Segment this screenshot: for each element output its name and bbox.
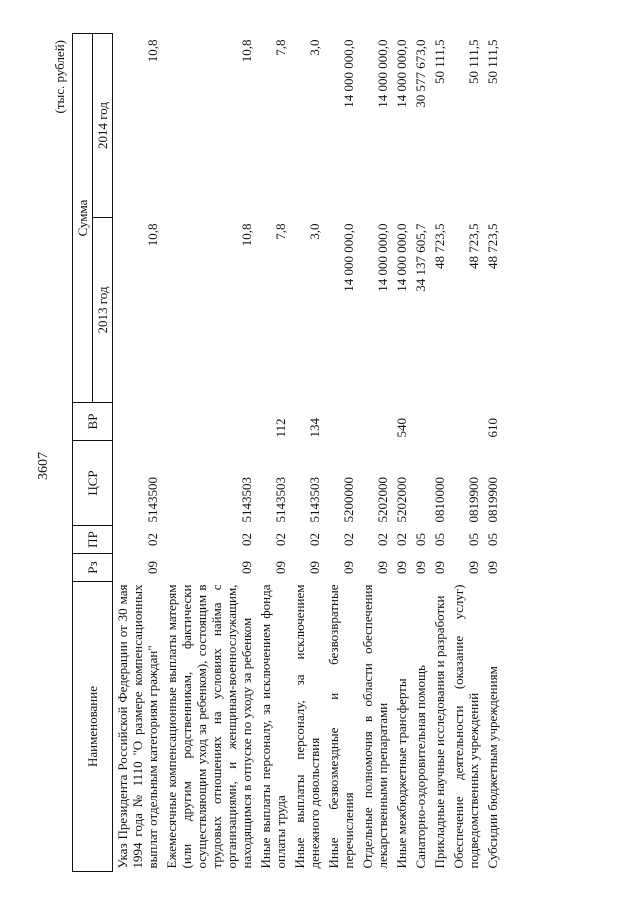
row-vr: 112 <box>273 418 288 438</box>
row-value-2014: 50 111,5 <box>432 39 447 85</box>
row-value-2014: 10,8 <box>239 39 254 63</box>
row-csr: 5143500 <box>145 477 160 523</box>
header-pr: ПР <box>73 526 113 554</box>
row-value-2013: 3,0 <box>307 223 322 240</box>
table-row <box>113 34 163 872</box>
row-value-2013: 7,8 <box>273 223 288 240</box>
row-rz: 09 <box>307 561 322 574</box>
row-csr: 5143503 <box>307 477 322 523</box>
row-pr: 05 <box>432 533 447 546</box>
row-vr <box>358 403 392 441</box>
row-csr: 0819900 <box>485 477 500 523</box>
row-pr: 02 <box>375 533 390 546</box>
row-vr: 610 <box>485 418 500 438</box>
row-pr: 02 <box>239 533 254 546</box>
row-csr: 5200000 <box>341 477 356 523</box>
row-csr: 5202000 <box>394 477 409 523</box>
row-value-2014: 14 000 000,0 <box>375 39 390 108</box>
row-value-2013: 48 723,5 <box>432 223 447 269</box>
row-value-2014: 3,0 <box>307 39 322 56</box>
row-csr: 5202000 <box>375 477 390 523</box>
row-value-2013: 34 137 605,7 <box>413 223 428 292</box>
units-label: (тыс. рублей) <box>52 40 67 114</box>
row-value-2014: 50 111,5 <box>485 39 500 85</box>
row-vr <box>113 403 163 441</box>
row-rz: 09 <box>432 561 447 574</box>
row-value-2013: 48 723,5 <box>466 223 481 269</box>
row-name: Субсидии бюджетным учреждениям <box>485 666 500 869</box>
row-pr: 02 <box>341 533 356 546</box>
header-row <box>73 34 93 872</box>
row-vr: 540 <box>394 418 409 438</box>
table-row <box>392 34 411 872</box>
budget-table <box>72 33 502 872</box>
header-csr: ЦСР <box>73 441 113 526</box>
row-csr: 0810000 <box>432 477 447 523</box>
row-rz: 09 <box>375 561 390 574</box>
row-csr: 5143503 <box>239 477 254 523</box>
row-rz: 09 <box>341 561 356 574</box>
header-2014: 2014 год <box>93 34 113 218</box>
row-pr: 05 <box>466 533 481 546</box>
row-rz: 09 <box>273 561 288 574</box>
row-pr: 05 <box>413 533 428 546</box>
page-number: 3607 <box>36 452 51 480</box>
rotated-page-content <box>30 34 578 872</box>
row-csr <box>411 441 430 526</box>
row-name: Обеспечение деятельности (оказание услуг) подведомственных учреждений <box>451 584 481 869</box>
row-name: Ежемесячные компенсационные выплаты матерям (или другим родственникам, фактически осуществляющим уход за ребенком), состоящим в трудовых отношениях на условиях найма с организациями, и женщинам-военнослужащим, находящимся в отпуске по уходу за ребенком <box>164 584 254 869</box>
row-name: Отдельные полномочия в области обеспечения лекарственными препаратами <box>360 584 390 869</box>
row-rz: 09 <box>413 561 428 574</box>
row-value-2013: 10,8 <box>239 223 254 247</box>
row-rz: 09 <box>145 561 160 574</box>
row-value-2013: 48 723,5 <box>485 223 500 269</box>
row-value-2013: 14 000 000,0 <box>394 223 409 292</box>
table-row <box>290 34 324 872</box>
row-name: Указ Президента Российской Федерации от 30 мая 1994 года № 1110 "О размере компенсационных выплат отдельным категориям граждан" <box>115 584 160 869</box>
row-vr <box>430 403 449 441</box>
row-vr <box>411 403 430 441</box>
row-pr: 02 <box>394 533 409 546</box>
row-name: Санаторно-оздоровительная помощь <box>413 665 428 869</box>
row-csr: 0819900 <box>466 477 481 523</box>
row-value-2014: 50 111,5 <box>466 39 481 85</box>
row-pr: 02 <box>273 533 288 546</box>
table-row <box>162 34 256 872</box>
table-row <box>483 34 502 872</box>
row-csr: 5143503 <box>273 477 288 523</box>
header-vr: ВР <box>73 403 113 441</box>
row-rz: 09 <box>394 561 409 574</box>
row-name: Иные выплаты персоналу, за исключением денежного довольствия <box>292 584 322 869</box>
row-value-2014: 14 000 000,0 <box>394 39 409 108</box>
table-row <box>449 34 483 872</box>
row-pr: 02 <box>145 533 160 546</box>
row-value-2014: 10,8 <box>145 39 160 63</box>
row-vr: 134 <box>307 418 322 438</box>
row-pr: 05 <box>485 533 500 546</box>
table-row <box>430 34 449 872</box>
row-name: Иные выплаты персоналу, за исключением фонда оплаты труда <box>258 584 288 869</box>
table-row <box>358 34 392 872</box>
row-value-2013: 14 000 000,0 <box>341 223 356 292</box>
header-sum: Сумма <box>73 34 93 403</box>
row-rz: 09 <box>239 561 254 574</box>
table-row <box>256 34 290 872</box>
row-vr <box>324 403 358 441</box>
row-rz: 09 <box>466 561 481 574</box>
row-value-2013: 10,8 <box>145 223 160 247</box>
row-value-2014: 14 000 000,0 <box>341 39 356 108</box>
header-rz: Рз <box>73 554 113 582</box>
table-body <box>113 34 503 872</box>
row-value-2014: 30 577 673,0 <box>413 39 428 108</box>
header-name: Наименование <box>73 582 113 872</box>
row-value-2013: 14 000 000,0 <box>375 223 390 292</box>
table-row <box>411 34 430 872</box>
row-value-2014: 7,8 <box>273 39 288 56</box>
row-rz: 09 <box>485 561 500 574</box>
row-name: Иные безвозмездные и безвозвратные перечисления <box>326 584 356 869</box>
row-name: Прикладные научные исследования и разработки <box>432 595 447 869</box>
row-name: Иные межбюджетные трансферты <box>394 678 409 869</box>
header-2013: 2013 год <box>93 218 113 403</box>
row-vr <box>162 403 256 441</box>
row-vr <box>449 403 483 441</box>
row-pr: 02 <box>307 533 322 546</box>
table-row <box>324 34 358 872</box>
